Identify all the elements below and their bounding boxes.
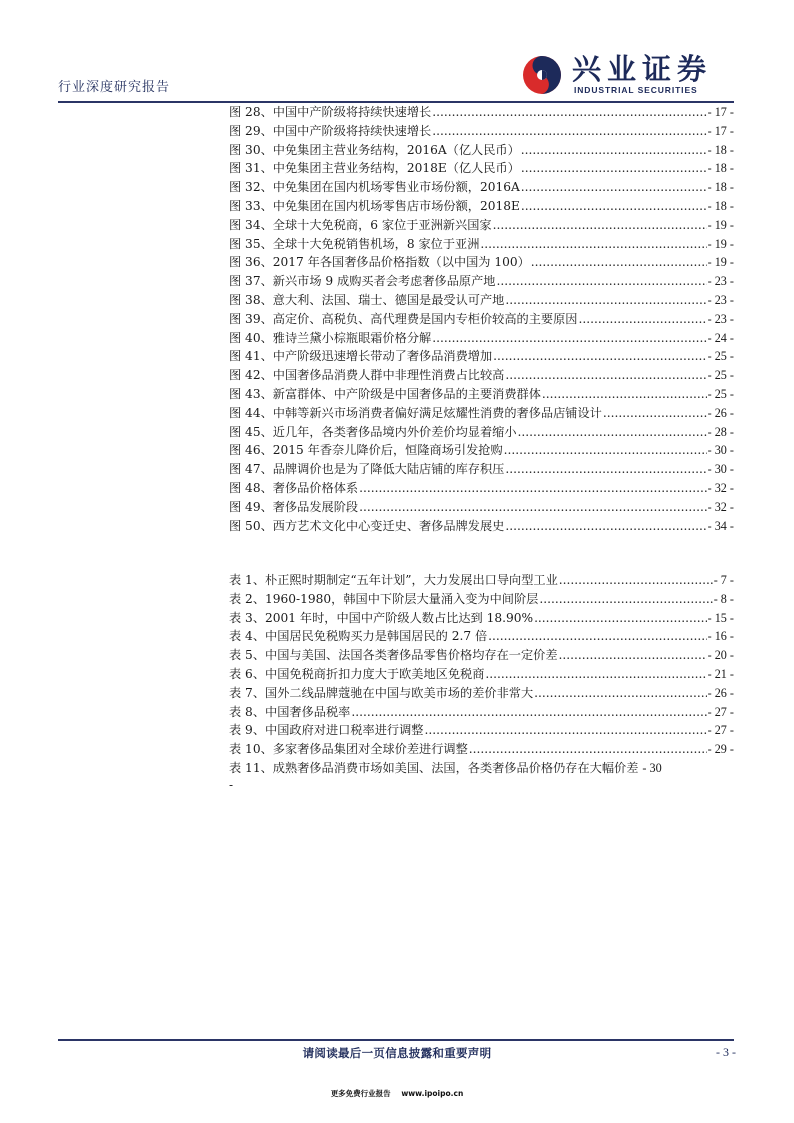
dot-leader [531,253,707,272]
dot-leader [534,684,706,703]
dot-leader [521,159,707,178]
dot-leader [493,216,707,235]
toc-entry-label: 图 33、中免集团在国内机场零售店市场份额，2018E [229,198,520,213]
toc-entry-page: - 23 - [707,274,734,289]
toc-entry-page: - 26 - [707,685,734,700]
dot-leader [603,404,707,423]
dot-leader [521,141,707,160]
dot-leader [432,103,706,122]
toc-entry[interactable] [229,609,734,628]
dot-leader [351,703,706,722]
toc-entry[interactable] [229,272,734,291]
toc-entry[interactable] [229,479,734,498]
toc-entry-label: 图 35、全球十大免税销售机场，8 家位于亚洲 [229,236,480,251]
toc-entry-label: 表 10、多家奢侈品集团对全球价差进行调整 [229,742,468,757]
toc-entry[interactable] [229,366,734,385]
toc-entry-page: - 8 - [713,591,734,606]
toc-entry-page: - 21 - [707,666,734,681]
toc-entry-page: - 30 - [707,443,734,458]
toc-entry[interactable] [229,178,734,197]
logo-en-name: INDUSTRIAL SECURITIES [574,85,698,95]
toc-entry-label: 表 9、中国政府对进口税率进行调整 [229,723,424,738]
toc-entry-page: - 17 - [707,105,734,119]
dot-leader [521,178,707,197]
toc-entry[interactable] [229,423,734,442]
toc-entry-page: - 32 - [707,480,734,495]
dot-leader [485,665,706,684]
dot-leader [504,441,707,460]
toc-entry[interactable] [229,460,734,479]
dot-leader [424,721,706,740]
toc-entry-page: - 23 - [707,311,734,326]
toc-entry-label: 图 30、中免集团主营业务结构，2016A（亿人民币） [229,142,520,157]
toc-entry-wrap: - [229,777,234,792]
page-number: - 3 - [716,1045,736,1059]
toc-entry[interactable] [229,329,734,348]
toc-entry[interactable] [229,235,734,254]
figures-toc [229,103,734,535]
toc-entry-label: 图 48、奢侈品价格体系 [229,480,359,495]
toc-entry[interactable] [229,197,734,216]
dot-leader [488,627,706,646]
toc-entry[interactable] [229,310,734,329]
toc-entry-label: 图 44、中韩等新兴市场消费者偏好满足炫耀性消费的奢侈品店铺设计 [229,405,602,420]
toc-entry[interactable] [229,141,734,160]
toc-entry-label: 表 1、朴正熙时期制定“五年计划”，大力发展出口导向型工业 [229,573,558,587]
toc-entry-label: 图 31、中免集团主营业务结构，2018E（亿人民币） [229,161,520,176]
dot-leader [505,291,706,310]
toc-entry-page: - 27 - [707,704,734,719]
promo-text: 更多免费行业报告 [330,1089,391,1098]
toc-entry-label: 图 47、品牌调价也是为了降低大陆店铺的库存积压 [229,462,505,477]
toc-entry-label: 图 36、2017 年各国奢侈品价格指数（以中国为 100） [229,255,530,270]
dot-leader [578,310,706,329]
toc-entry-label: 图 29、中国中产阶级将持续快速增长 [229,123,432,138]
toc-entry-label: 图 50、西方艺术文化中心变迁史、奢侈品牌发展史 [229,518,505,533]
toc-entry-page: - 19 - [707,255,734,270]
toc-entry[interactable] [229,646,734,665]
dot-leader [505,517,706,536]
toc-entry-label: 表 8、中国奢侈品税率 [229,704,351,719]
toc-entry-page: - 16 - [707,629,734,644]
toc-entry[interactable] [229,122,734,141]
toc-entry[interactable] [229,759,734,778]
toc-entry-page: - 7 - [713,573,734,587]
toc-entry-page: - 23 - [707,292,734,307]
report-type-label: 行业深度研究报告 [58,80,171,95]
promo-url[interactable]: www.ipoipo.cn [401,1089,464,1098]
toc-entry-label: 表 4、中国居民免税购买力是韩国居民的 2.7 倍 [229,629,488,644]
toc-entry[interactable] [229,703,734,722]
toc-entry-page: - 32 - [707,499,734,514]
toc-entry-label: 表 5、中国与美国、法国各类奢侈品零售价格均存在一定价差 [229,648,558,663]
toc-entry-page: - 28 - [707,424,734,439]
dot-leader [432,329,706,348]
toc-entry-page: - 25 - [707,368,734,383]
toc-entry-page: - 26 - [707,405,734,420]
toc-entry-page: - 30 [642,760,662,775]
toc-entry-page: - 18 - [707,198,734,213]
toc-entry-label: 图 43、新富群体、中产阶级是中国奢侈品的主要消费群体 [229,386,541,401]
toc-entry-label: 表 6、中国免税商折扣力度大于欧美地区免税商 [229,666,485,681]
toc-entry-page: - 19 - [707,236,734,251]
dot-leader [359,479,707,498]
toc-entry[interactable] [229,441,734,460]
dot-leader [469,740,707,759]
toc-entry[interactable] [229,216,734,235]
toc-entry[interactable] [229,347,734,366]
footer-divider [58,1039,734,1041]
toc-entry-label: 表 7、国外二线品牌蔻驰在中国与欧美市场的差价非常大 [229,685,534,700]
toc-entry-label: 图 49、奢侈品发展阶段 [229,499,359,514]
toc-entry[interactable] [229,684,734,703]
tables-toc [229,571,734,796]
toc-entry[interactable] [229,665,734,684]
company-logo [522,52,740,98]
toc-entry-page: - 24 - [707,330,734,345]
toc-entry-page: - 17 - [707,123,734,138]
toc-entry-page: - 18 - [707,161,734,176]
toc-entry[interactable] [229,159,734,178]
dot-leader [539,590,712,609]
toc-entry-page: - 25 - [707,386,734,401]
dot-leader [518,423,707,442]
promo-line [0,1088,794,1099]
dot-leader [521,197,707,216]
toc-entry-page: - 29 - [707,742,734,757]
toc-entry-label: 图 32、中免集团在国内机场零售业市场份额，2016A [229,180,520,195]
toc-entry[interactable] [229,517,734,536]
dot-leader [493,347,706,366]
toc-entry-label: 图 34、全球十大免税商，6 家位于亚洲新兴国家 [229,217,492,232]
toc-entry-page: - 15 - [707,610,734,625]
toc-entry[interactable] [229,404,734,423]
dot-leader [542,385,707,404]
toc-entry[interactable] [229,627,734,646]
toc-entry[interactable] [229,103,734,122]
toc-entry[interactable] [229,721,734,740]
dot-leader [505,366,706,385]
toc-entry-page: - 20 - [707,648,734,663]
logo-swirl-icon [522,52,562,98]
toc-entry-label: 图 41、中产阶级迅速增长带动了奢侈品消费增加 [229,349,493,364]
logo-cn-name: 兴业证券 [572,52,713,86]
toc-entry[interactable] [229,253,734,272]
toc-entry-label: 表 11、成熟奢侈品消费市场如美国、法国，各类奢侈品价格仍存在大幅价差 [229,760,639,775]
toc-entry[interactable] [229,740,734,759]
toc-entry[interactable] [229,590,734,609]
toc-entry-page: - 18 - [707,142,734,157]
dot-leader [432,122,706,141]
toc-entry-label: 表 2、1960-1980，韩国中下阶层大量涌入变为中间阶层 [229,591,539,606]
toc-entry-page: - 27 - [707,723,734,738]
dot-leader [559,646,707,665]
toc-entry-label: 图 42、中国奢侈品消费人群中非理性消费占比较高 [229,368,505,383]
dot-leader [359,498,707,517]
toc-entry-label: 图 38、意大利、法国、瑞士、德国是最受认可产地 [229,292,505,307]
toc-entry-label: 图 46、2015 年香奈儿降价后，恒隆商场引发抢购 [229,443,503,458]
dot-leader [496,272,706,291]
toc-entry[interactable] [229,291,734,310]
toc-entry-label: 图 45、近几年，各类奢侈品境内外价差价均显着缩小 [229,424,517,439]
dot-leader [534,609,707,628]
toc-entry-label: 图 39、高定价、高税负、高代理费是国内专柜价较高的主要原因 [229,311,578,326]
toc-entry[interactable] [229,498,734,517]
toc-entry-label: 图 37、新兴市场 9 成购买者会考虑奢侈品原产地 [229,274,496,289]
disclaimer-note: 请阅读最后一页信息披露和重要声明 [302,1046,492,1060]
toc-entry-label: 表 3、2001 年时，中国中产阶级人数占比达到 18.90% [229,610,534,625]
toc-entry-page: - 19 - [707,217,734,232]
toc-entry[interactable] [229,385,734,404]
toc-entry-page: - 30 - [707,462,734,477]
toc-entry-label: 图 40、雅诗兰黛小棕瓶眼霜价格分解 [229,330,432,345]
dot-leader [559,571,713,590]
toc-entry-label: 图 28、中国中产阶级将持续快速增长 [229,105,432,119]
dot-leader [505,460,706,479]
toc-entry[interactable] [229,571,734,590]
toc-entry-page: - 18 - [707,180,734,195]
toc-entry-page: - 34 - [707,518,734,533]
toc-entry-page: - 25 - [707,349,734,364]
dot-leader [480,235,706,254]
